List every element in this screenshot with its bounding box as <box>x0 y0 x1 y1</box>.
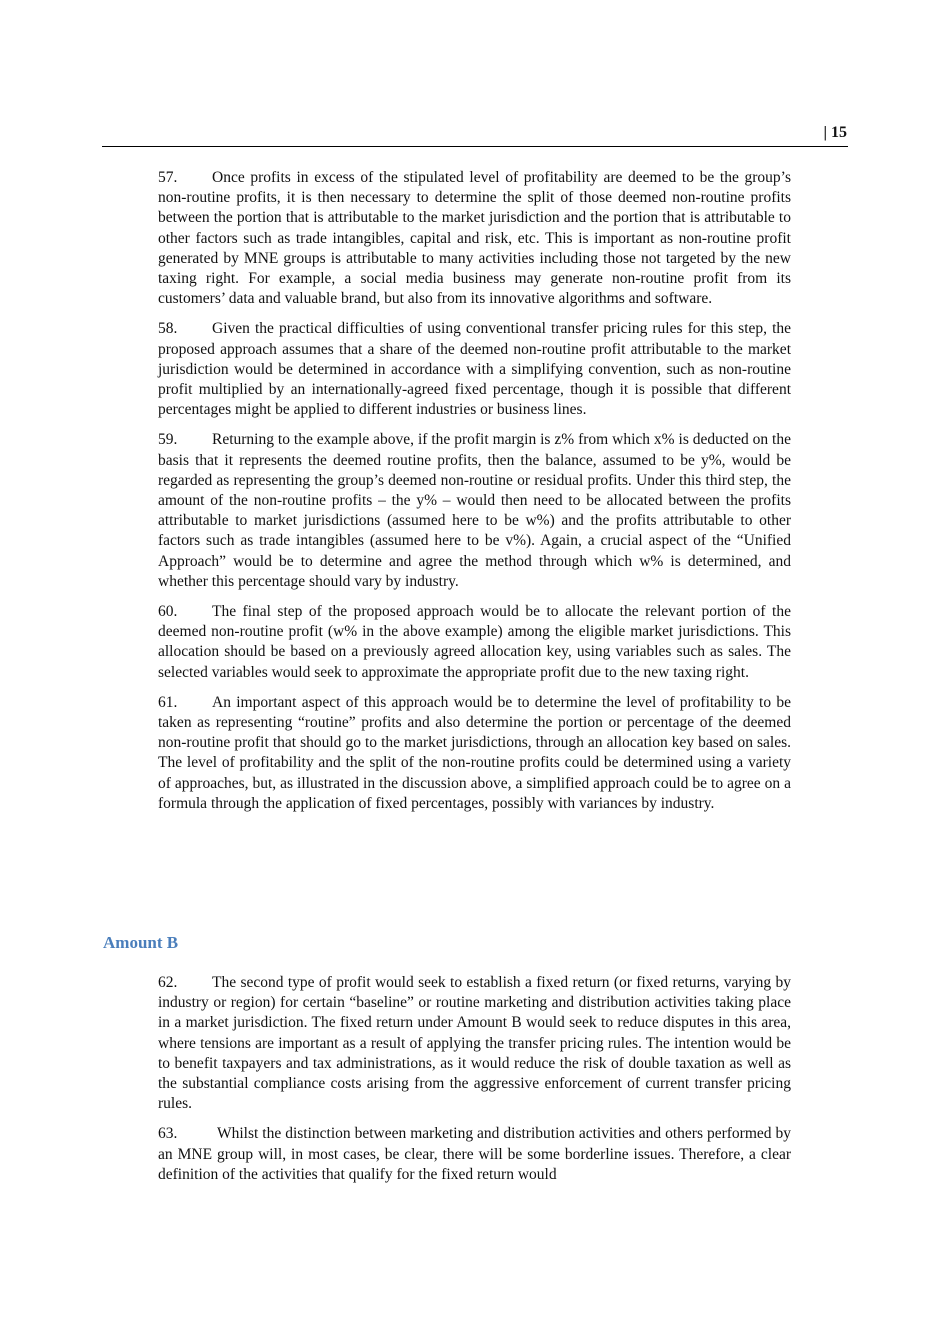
paragraph-number: 60. <box>158 603 178 621</box>
paragraph-60 <box>158 602 791 683</box>
paragraph-text: Given the practical difficulties of using conventional transfer pricing rules for this step, the proposed approach assumes that a share of the deemed non-routine profit attributable to the market jurisdiction would be determined in accordance with a simplifying convention, such as non-routine profit multiplied by an internationally-agreed fixed percentage, though it is possible that different percentages might be applied to different industries or business lines. <box>158 320 791 419</box>
paragraph-text: The second type of profit would seek to establish a fixed return (or fixed returns, varying by industry or region) for certain “baseline” or routine marketing and distribution activities taking place in a market jurisdiction. The fixed return under Amount B would seek to reduce disputes in this area, where tensions are important as a result of applying the transfer pricing rules. The intention would be to benefit taxpayers and tax administrations, as it would reduce the risk of double taxation as well as the substantial compliance costs arising from the aggressive enforcement of current transfer pricing rules. <box>158 974 791 1113</box>
paragraph-number: 63. <box>158 1125 178 1143</box>
paragraph-text: Returning to the example above, if the profit margin is z% from which x% is deducted on the basis that it represents the deemed routine profits, then the balance, assumed to be y%, would be regarded as representing the group’s deemed non-routine or residual profits. Under this third step, the amount of the non-routine profits – the y% – would then need to be allocated between the profits attributable to market jurisdictions (assumed here to be w%) and the profits attributable to other factors such as trade intangibles (assumed here to be v%). Again, a crucial aspect of the “Unified Approach” would be to determine and agree the method through which w% is determined, and whether this percentage should vary by industry. <box>158 431 791 590</box>
paragraph-57 <box>158 168 791 309</box>
paragraph-text: Once profits in excess of the stipulated level of profitability are deemed to be the group’s non-routine profits, it is then necessary to determine the split of those deemed non-routine profits between the portion that is attributable to the market jurisdiction and the portion that is attributable to other factors such as trade intangibles, capital and risk, etc. This is important as non-routine profit generated by MNE groups is attributable to many activities including those not targeted by the new taxing right. For example, a social media business may generate non-routine profit from its customers’ data and valuable brand, but also from its innovative algorithms and software. <box>158 169 791 308</box>
paragraph-63 <box>158 1124 791 1185</box>
header-rule <box>102 146 848 147</box>
page-number: | 15 <box>823 124 847 141</box>
paragraph-62 <box>158 973 791 1114</box>
paragraph-text: An important aspect of this approach would be to determine the level of profitability to be taken as representing “routine” profits and also determine the portion or percentage of the deemed non-routine profit that should go to the market jurisdictions, through an allocation key based on sales. The level of profitability and the split of the non-routine profits could be determined using a variety of approaches, but, as illustrated in the discussion above, a simplified approach could be to agree on a formula through the application of fixed percentages, possibly with variances by industry. <box>158 693 791 812</box>
body-text-section-a <box>158 168 791 824</box>
paragraph-number: 62. <box>158 974 178 991</box>
section-heading-amount-b: Amount B <box>103 933 179 952</box>
paragraph-number: 61. <box>158 693 178 711</box>
paragraph-59 <box>158 430 791 592</box>
body-text-section-b <box>158 973 791 1195</box>
paragraph-text: Whilst the distinction between marketing and distribution activities and others performed by an MNE group will, in most cases, be clear, there will be some borderline issues. Therefore, a clear definition of the activities that qualify for the fixed return would <box>158 1125 791 1183</box>
paragraph-number: 57. <box>158 169 178 186</box>
paragraph-number: 58. <box>158 320 178 338</box>
paragraph-text: The final step of the proposed approach would be to allocate the relevant portion of the deemed non-routine profit (w% in the above example) among the eligible market jurisdictions. This allocation should be based on a previously agreed allocation key, using variables such as sales. The selected variables would seek to approximate the appropriate profit due to the new taxing right. <box>158 603 791 681</box>
paragraph-61 <box>158 693 791 814</box>
paragraph-58 <box>158 319 791 420</box>
paragraph-number: 59. <box>158 431 178 449</box>
